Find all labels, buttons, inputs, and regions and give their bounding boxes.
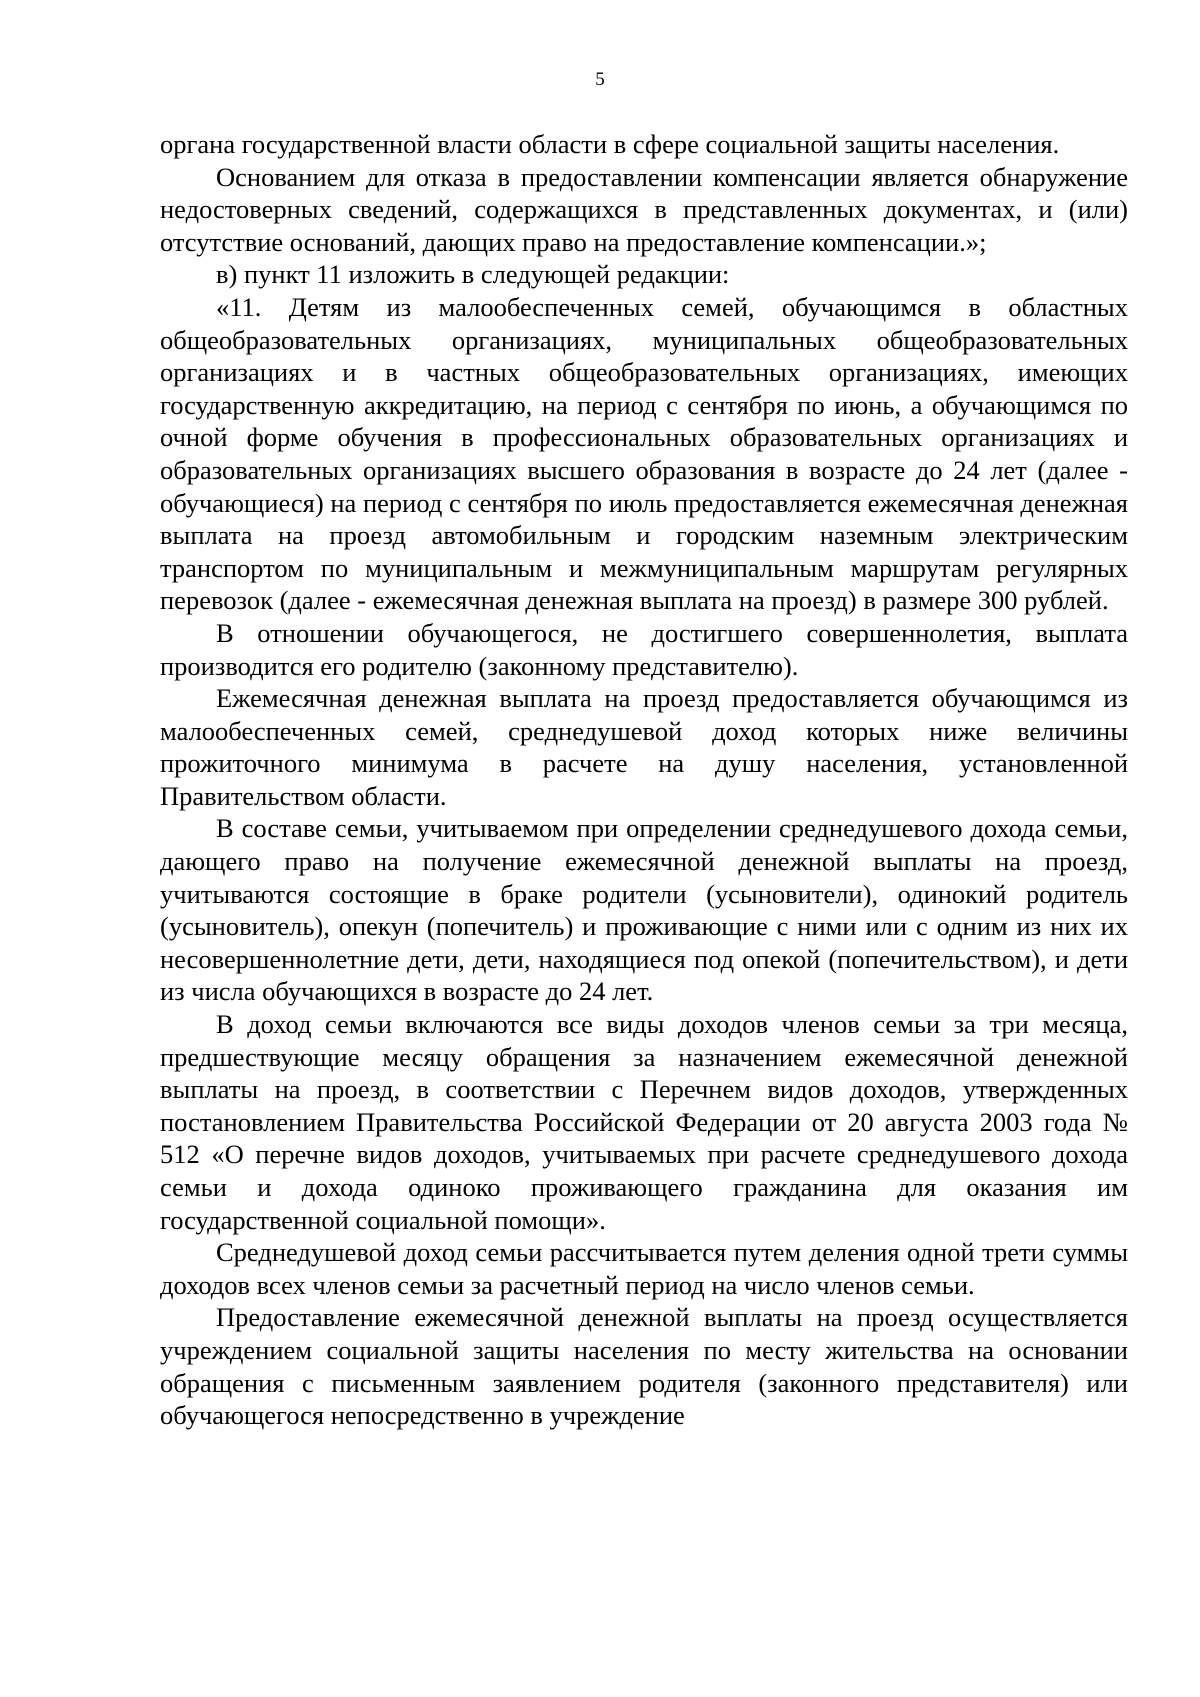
paragraph-1: органа государственной власти области в сфере социальной защиты населения. xyxy=(160,129,1060,159)
paragraph-2: Основанием для отказа в предоставлении компенсации является обнаружение недостоверных сведений, содержащихся в представленных документах, и (или) отсутствие оснований, дающих право на предоставление компенсации.»; xyxy=(160,161,1128,257)
paragraph-4: «11. Детям из малообеспеченных семей, обучающимся в областных общеобразовательных организациях, муниципальных общеобразовательных организациях и в частных общеобразовательных организациях, имеющих государственную аккредитацию, на период с сентября по июнь, а обучающимся по очной форме обучения в профессиональных образовательных организациях и образовательных организациях высшего образования в возрасте до 24 лет (далее - обучающиеся) на период с сентября по июль предоставляется ежемесячная денежная выплата на проезд автомобильным и городским наземным электрическим транспортом по муниципальным и межмуниципальным маршрутам регулярных перевозок (далее - ежемесячная денежная выплата на проезд) в размере 300 рублей. xyxy=(160,291,1128,616)
document-body xyxy=(160,128,1128,1432)
paragraph-5: В отношении обучающегося, не достигшего совершеннолетия, выплата производится его родителю (законному представителю). xyxy=(160,617,1128,681)
paragraph-3: в) пункт 11 изложить в следующей редакции: xyxy=(216,259,730,290)
paragraph-8: В доход семьи включаются все виды доходов членов семьи за три месяца, предшествующие месяцу обращения за назначением ежемесячной денежной выплаты на проезд, в соответствии с Перечнем видов доходов, утвержденных постановлением Правительства Российской Федерации от 20 августа 2003 года № 512 «О перечне видов доходов, учитываемых при расчете среднедушевого дохода семьи и дохода одиноко проживающего гражданина для оказания им государственной социальной помощи». xyxy=(160,1009,1128,1235)
paragraph-9: Среднедушевой доход семьи рассчитывается путем деления одной трети суммы доходов всех членов семьи за расчетный период на число членов семьи. xyxy=(160,1237,1128,1300)
paragraph-6: Ежемесячная денежная выплата на проезд предоставляется обучающимся из малообеспеченных семей, среднедушевой доход которых ниже величины прожиточного минимума в расчете на душу населения, установленной Правительством области. xyxy=(160,683,1128,811)
paragraph-7: В составе семьи, учитываемом при определении среднедушевого дохода семьи, дающего право на получение ежемесячной денежной выплаты на проезд, учитываются состоящие в браке родители (усыновители), одинокий родитель (усыновитель), опекун (попечитель) и проживающие с ними или с одним из них их несовершеннолетние дети, дети, находящиеся под опекой (попечительством), и дети из числа обучающихся в возрасте до 24 лет. xyxy=(160,813,1128,1007)
page-number: 5 xyxy=(595,69,605,90)
paragraph-10: Предоставление ежемесячной денежной выплаты на проезд осуществляется учреждением социальной защиты населения по месту жительства на основании обращения с письменным заявлением родителя (законного представителя) или обучающегося непосредственно в учреждение xyxy=(160,1302,1128,1431)
